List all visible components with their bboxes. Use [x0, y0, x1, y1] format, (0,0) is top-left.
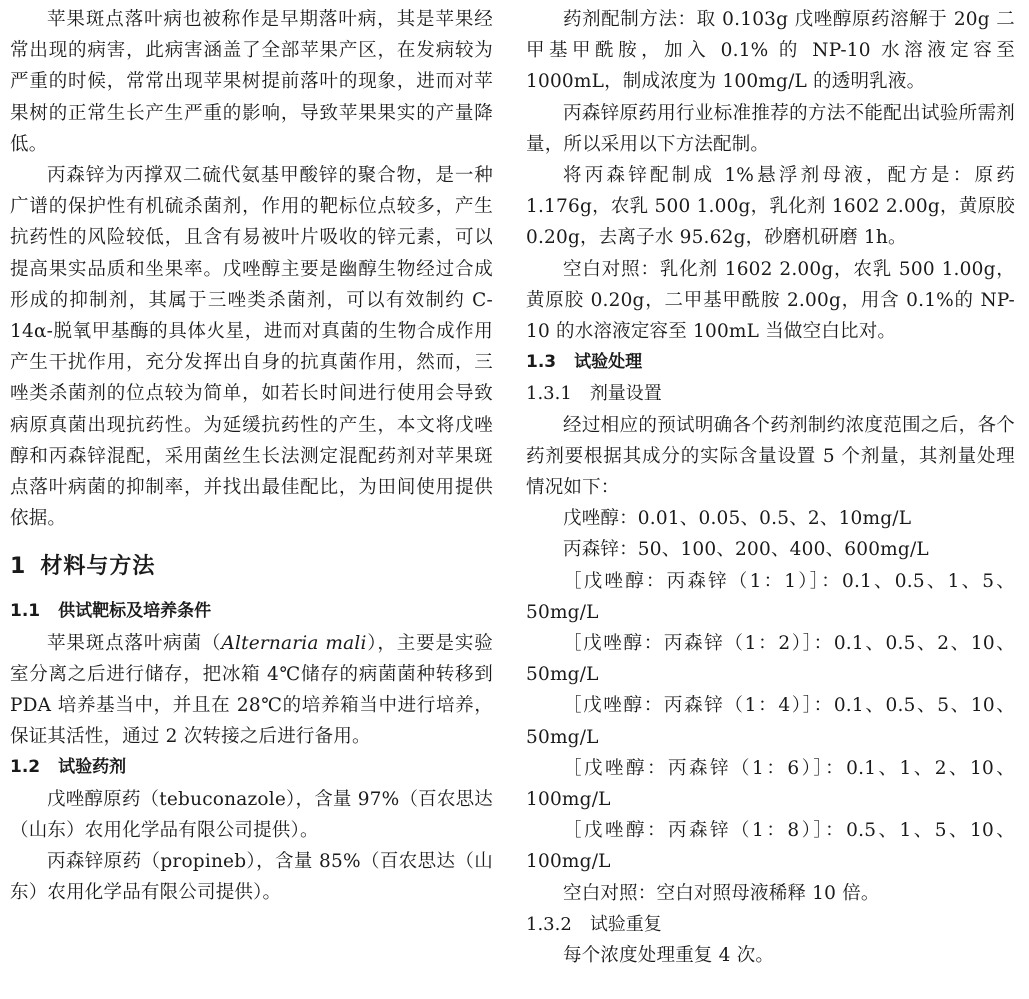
suspension-paragraph: 将丙森锌配制成 1%悬浮剂母液，配方是：原药 1.176g，农乳 500 1.00g，乳化剂 1602 2.00g，黄原胶 0.20g，去离子水 95.62g，砂磨机研磨 1h。 — [526, 165, 1015, 249]
section-number: 1.1 — [10, 601, 41, 622]
section-title: 试验重复 — [589, 913, 662, 935]
dose-line: ［戊唑醇：丙森锌（1：4）］：0.1、0.5、5、10、50mg/L — [526, 695, 1015, 748]
section-number: 1 — [10, 554, 27, 580]
section-number: 1.3.2 — [526, 913, 572, 935]
dose-line: 丙森锌：50、100、200、400、600mg/L — [563, 539, 929, 561]
section-number: 1.2 — [10, 757, 41, 778]
dose-line: 戊唑醇：0.01、0.05、0.5、2、10mg/L — [563, 508, 912, 530]
dose-line: ［戊唑醇：丙森锌（1：6）］：0.1、1、2、10、100mg/L — [526, 757, 1015, 811]
section-number: 1.3 — [526, 352, 557, 373]
tebuconazole-paragraph: 戊唑醇原药（tebuconazole），含量 97%（百农思达（山东）农用化学品有限公司提供）。 — [10, 788, 493, 841]
repetition-paragraph: 每个浓度处理重复 4 次。 — [563, 945, 775, 967]
preparation-paragraph: 药剂配制方法：取 0.103g 戊唑醇原药溶解于 20g 二甲基甲酰胺，加入 0.1% 的 NP-10 水溶液定容至 1000mL，制成浓度为 100mg/L 的透明乳液。 — [526, 9, 1015, 93]
dose-line: ［戊唑醇：丙森锌（1：1）］：0.1、0.5、1、5、50mg/L — [526, 570, 1015, 623]
section-1-heading — [10, 552, 493, 582]
intro-paragraph-1: 苹果斑点落叶病也被称作是早期落叶病，其是苹果经常出现的病害，此病害涵盖了全部苹果产区，在发病较为严重的时候，常常出现苹果树提前落叶的现象，进而对苹果树的正常生长产生严重的影响，导致苹果果实的产量降低。 — [10, 9, 493, 155]
left-column — [10, 4, 493, 908]
text-run: ），主要是实验室分离之后进行储存，把冰箱 4℃储存的病菌菌种转移到 PDA 培养基当中，并且在 28℃的培养箱当中进行培养，保证其活性，通过 2 次转接之后进行备用。 — [10, 632, 493, 748]
text-run: 苹果斑点落叶病菌（ — [47, 632, 222, 654]
blank-control-paragraph: 空白对照：乳化剂 1602 2.00g，农乳 500 1.00g，黄原胶 0.20g，二甲基甲酰胺 2.00g，用含 0.1%的 NP-10 的水溶液定容至 100mL 当做空白比对。 — [526, 258, 1015, 343]
intro-paragraph-2: 丙森锌为丙撑双二硫代氨基甲酸锌的聚合物，是一种广谱的保护性有机硫杀菌剂，作用的靶标位点较多，产生抗药性的风险较低，且含有易被叶片吸收的锌元素，可以提高果实品质和坐果率。戊唑醇主要是幽醇生物经过合成形成的抑制剂，其属于三唑类杀菌剂，可以有效制约 C-14α-脱氧甲基酶的具体火星，进而对真菌的生物合成作用产生干扰作用，充分发挥出自身的抗真菌作用，然而，三唑类杀菌剂的位点较为简单，如若长时间进行使用会导致病原真菌出现抗药性。为延缓抗药性的产生，本文将戊唑醇和丙森锌混配，采用菌丝生长法测定混配药剂对苹果斑点落叶病菌的抑制率，并找出最佳配比，为田间使用提供依据。 — [10, 165, 493, 530]
dose-line: 空白对照：空白对照母液稀释 10 倍。 — [563, 882, 880, 904]
propineb-method-paragraph: 丙森锌原药用行业标准推荐的方法不能配出试验所需剂量，所以采用以下方法配制。 — [526, 102, 1015, 155]
dose-line: ［戊唑醇：丙森锌（1：8）］：0.5、1、5、10、100mg/L — [526, 820, 1015, 873]
propineb-paragraph: 丙森锌原药（propineb），含量 85%（百农思达（山东）农用化学品有限公司提供）。 — [10, 851, 493, 904]
section-title: 供试靶标及培养条件 — [58, 601, 212, 622]
target-paragraph — [10, 628, 493, 753]
section-1-2-heading — [10, 752, 493, 783]
section-1-1-heading — [10, 596, 493, 627]
dose-line: ［戊唑醇：丙森锌（1：2）］：0.1、0.5、2、10、50mg/L — [526, 633, 1015, 686]
section-title: 试验药剂 — [58, 757, 127, 778]
section-1-3-1-heading — [526, 378, 1015, 409]
section-1-3-heading — [526, 347, 1015, 378]
section-title: 试验处理 — [574, 352, 643, 373]
latin-species-name: Alternaria mali — [221, 632, 367, 654]
section-1-3-2-heading — [526, 909, 1015, 940]
right-column — [526, 4, 1015, 971]
section-title: 剂量设置 — [589, 383, 662, 405]
section-number: 1.3.1 — [526, 383, 572, 405]
section-title: 材料与方法 — [40, 554, 156, 580]
dose-intro-paragraph: 经过相应的预试明确各个药剂制约浓度范围之后，各个药剂要根据其成分的实际含量设置 5 个剂量，其剂量处理情况如下： — [526, 414, 1015, 499]
